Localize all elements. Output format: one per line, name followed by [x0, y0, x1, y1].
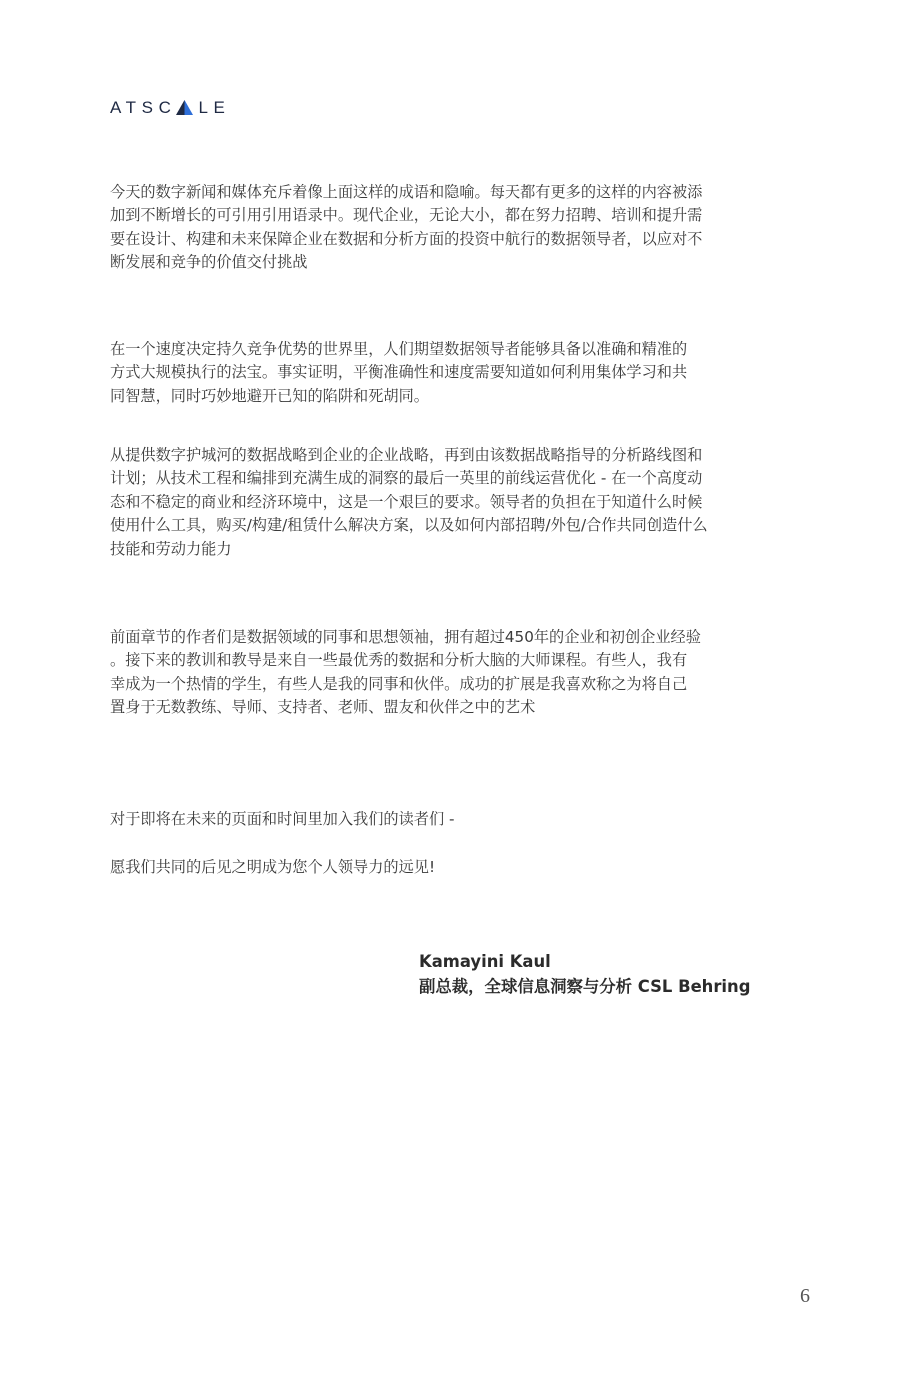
- page-number: 6: [800, 1285, 810, 1307]
- signature-block: [419, 949, 819, 999]
- paragraph-5: [110, 808, 810, 831]
- paragraph-line: 前面章节的作者们是数据领域的同事和思想领袖，拥有超过450年的企业和初创企业经验: [110, 628, 701, 646]
- paragraph-line: 今天的数字新闻和媒体充斥着像上面这样的成语和隐喻。每天都有更多的这样的内容被添: [110, 183, 703, 201]
- paragraph-line: 。接下来的教训和教导是来自一些最优秀的数据和分析大脑的大师课程。有些人，我有: [110, 651, 688, 670]
- paragraph-line: 断发展和竞争的价值交付挑战: [110, 253, 308, 272]
- paragraph-line: 加到不断增长的可引用引用语录中。现代企业，无论大小，都在努力招聘、培训和提升需: [110, 206, 703, 225]
- paragraph-line: 愿我们共同的后见之明成为您个人领导力的远见!: [110, 858, 436, 876]
- paragraph-line: 对于即将在未来的页面和时间里加入我们的读者们 -: [110, 810, 455, 828]
- signature-title: 副总裁，全球信息洞察与分析 CSL Behring: [419, 977, 751, 996]
- paragraph-line: 从提供数字护城河的数据战略到企业的企业战略，再到由该数据战略指导的分析路线图和: [110, 446, 703, 464]
- paragraph-line: 置身于无数教练、导师、支持者、老师、盟友和伙伴之中的艺术: [110, 698, 536, 717]
- paragraph-1: [110, 181, 810, 275]
- paragraph-2: [110, 338, 810, 408]
- atscale-logo: [110, 97, 230, 119]
- signature-name: Kamayini Kaul: [419, 952, 551, 971]
- logo-text-start: ATSC: [110, 98, 177, 117]
- paragraph-line: 技能和劳动力能力: [110, 539, 232, 558]
- logo-triangle-icon: [176, 100, 193, 115]
- paragraph-line: 要在设计、构建和未来保障企业在数据和分析方面的投资中航行的数据领导者，以应对不: [110, 229, 703, 248]
- paragraph-4: [110, 626, 810, 720]
- paragraph-line: 幸成为一个热情的学生，有些人是我的同事和伙伴。成功的扩展是我喜欢称之为将自己: [110, 674, 688, 693]
- paragraph-line: 同智慧，同时巧妙地避开已知的陷阱和死胡同。: [110, 386, 429, 405]
- paragraph-line: 计划；从技术工程和编排到充满生成的洞察的最后一英里的前线运营优化 - 在一个高度动: [110, 469, 703, 488]
- paragraph-line: 在一个速度决定持久竞争优势的世界里，人们期望数据领导者能够具备以准确和精准的: [110, 340, 688, 358]
- logo-text-end: LE: [198, 98, 231, 117]
- paragraph-3: [110, 444, 810, 561]
- paragraph-6: [110, 856, 810, 879]
- paragraph-line: 态和不稳定的商业和经济环境中，这是一个艰巨的要求。领导者的负担在于知道什么时候: [110, 492, 703, 511]
- paragraph-line: 方式大规模执行的法宝。事实证明，平衡准确性和速度需要知道如何利用集体学习和共: [110, 363, 688, 382]
- paragraph-line: 使用什么工具，购买/构建/租赁什么解决方案，以及如何内部招聘/外包/合作共同创造什么: [110, 516, 708, 535]
